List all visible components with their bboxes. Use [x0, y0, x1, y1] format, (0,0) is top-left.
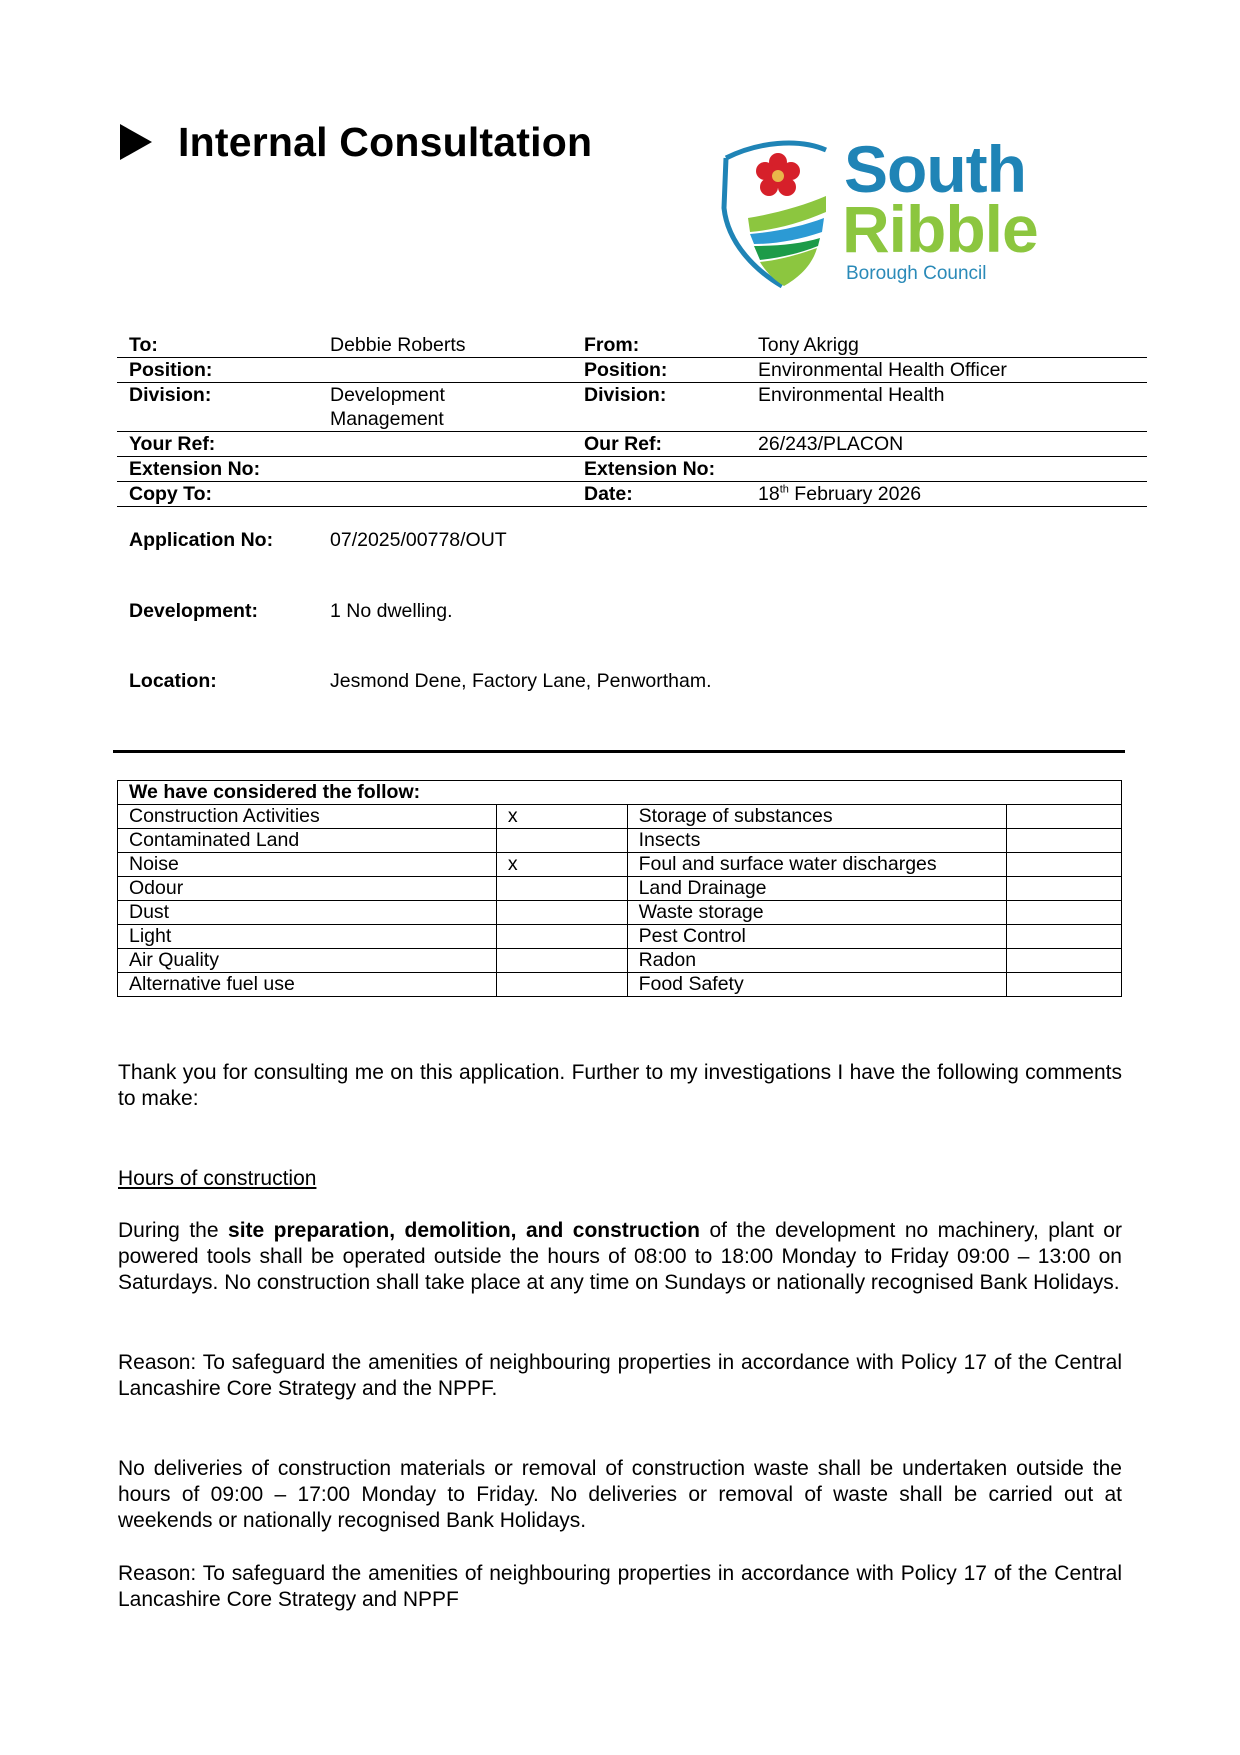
our-ref-label: Our Ref: [584, 433, 662, 455]
table-row [118, 877, 1122, 901]
memo-row-to-from [117, 333, 1147, 358]
consideration-mark [496, 901, 627, 925]
memo-header [117, 333, 1147, 507]
consideration-label: Radon [627, 949, 1007, 973]
table-row [118, 805, 1122, 829]
memo-row-extension [117, 457, 1147, 482]
section-divider [113, 750, 1125, 753]
logo-text-south: South [844, 132, 1026, 206]
considerations-header: We have considered the follow: [118, 781, 1122, 805]
to-division-line2: Management [330, 408, 444, 430]
consideration-mark [496, 949, 627, 973]
consideration-mark [1007, 877, 1122, 901]
logo-text-ribble: Ribble [842, 192, 1038, 266]
consideration-label: Storage of substances [627, 805, 1007, 829]
consideration-mark [496, 877, 627, 901]
council-logo [718, 132, 1058, 295]
development-value: 1 No dwelling. [330, 600, 453, 622]
copy-to-label: Copy To: [129, 483, 213, 505]
consideration-mark [496, 829, 627, 853]
reason-paragraph-1: Reason: To safeguard the amenities of neighbouring properties in accordance with Policy 17 of the Central Lancashire Core Strategy and the NPPF. [118, 1351, 1122, 1400]
from-division-label: Division: [584, 384, 667, 406]
consideration-mark [1007, 829, 1122, 853]
application-no-label: Application No: [129, 529, 274, 551]
consideration-label: Air Quality [118, 949, 497, 973]
to-division-line1: Development [330, 384, 445, 406]
document-title [120, 112, 592, 172]
memo-row-copy-date [117, 482, 1147, 507]
consideration-mark [1007, 901, 1122, 925]
table-row [118, 829, 1122, 853]
shield-rose-icon [718, 140, 830, 290]
our-ref-value: 26/243/PLACON [758, 433, 904, 455]
consideration-label: Waste storage [627, 901, 1007, 925]
date-label: Date: [584, 483, 633, 505]
memo-row-division [117, 383, 1147, 432]
consideration-label: Dust [118, 901, 497, 925]
from-value: Tony Akrigg [758, 334, 859, 356]
location-label: Location: [129, 670, 217, 692]
construction-hours-paragraph: During the site preparation, demolition, and construction of the development no machinery, plant or powered tools shall be operated outside the hours of 08:00 to 18:00 Monday to Friday 09:00 – 13:00 on Saturdays. No construction shall take place at any time on Sundays or nationally recognised Bank Holidays. [118, 1219, 1122, 1294]
section-heading [118, 1166, 1122, 1192]
development-label: Development: [129, 600, 258, 622]
from-extension-label: Extension No: [584, 458, 716, 480]
location-value: Jesmond Dene, Factory Lane, Penwortham. [330, 670, 712, 692]
considerations-table [117, 780, 1122, 997]
to-value: Debbie Roberts [330, 334, 466, 356]
application-no-value: 07/2025/00778/OUT [330, 529, 507, 551]
to-division-label: Division: [129, 384, 212, 406]
from-position-label: Position: [584, 359, 668, 381]
from-division-value: Environmental Health [758, 384, 945, 406]
table-row [118, 925, 1122, 949]
consideration-mark [1007, 973, 1122, 997]
page-title: Internal Consultation [178, 118, 593, 165]
consideration-mark [496, 973, 627, 997]
consideration-label: Light [118, 925, 497, 949]
intro-paragraph: Thank you for consulting me on this application. Further to my investigations I have the following comments to make: [118, 1061, 1122, 1110]
consideration-mark [1007, 925, 1122, 949]
right-triangle-bullet-icon [120, 124, 152, 160]
table-row [118, 853, 1122, 877]
consideration-label: Food Safety [627, 973, 1007, 997]
considerations-header-row [118, 781, 1122, 805]
consideration-mark [1007, 805, 1122, 829]
bold-phrase: site preparation, demolition, and construction [228, 1219, 700, 1242]
consideration-mark [1007, 853, 1122, 877]
consideration-label: Noise [118, 853, 497, 877]
consideration-label: Insects [627, 829, 1007, 853]
to-position-label: Position: [129, 359, 213, 381]
consideration-label: Contaminated Land [118, 829, 497, 853]
consideration-label: Construction Activities [118, 805, 497, 829]
consideration-label: Odour [118, 877, 497, 901]
consideration-label: Foul and surface water discharges [627, 853, 1007, 877]
deliveries-paragraph: No deliveries of construction materials or removal of construction waste shall be undertaken outside the hours of 09:00 – 17:00 Monday to Friday. No deliveries or removal of waste shall be carried out at weekends or nationally recognised Bank Holidays. [118, 1457, 1122, 1532]
consideration-mark [1007, 949, 1122, 973]
consideration-label: Alternative fuel use [118, 973, 497, 997]
memo-row-position [117, 358, 1147, 383]
consideration-label: Land Drainage [627, 877, 1007, 901]
table-row [118, 901, 1122, 925]
your-ref-label: Your Ref: [129, 433, 216, 455]
logo-text-borough-council: Borough Council [846, 263, 987, 284]
consideration-mark: x [496, 853, 627, 877]
table-row [118, 973, 1122, 997]
from-label: From: [584, 334, 640, 356]
consideration-mark: x [496, 805, 627, 829]
reason-paragraph-2: Reason: To safeguard the amenities of neighbouring properties in accordance with Policy 17 of the Central Lancashire Core Strategy and NPPF [118, 1562, 1122, 1611]
memo-row-ref [117, 432, 1147, 457]
table-row [118, 949, 1122, 973]
hours-of-construction-heading: Hours of construction [118, 1167, 317, 1190]
consideration-mark [496, 925, 627, 949]
from-position-value: Environmental Health Officer [758, 359, 1007, 381]
to-division-value [330, 383, 445, 431]
to-extension-label: Extension No: [129, 458, 261, 480]
to-label: To: [129, 334, 158, 356]
consideration-label: Pest Control [627, 925, 1007, 949]
date-value: 18th February 2026 [758, 483, 922, 505]
